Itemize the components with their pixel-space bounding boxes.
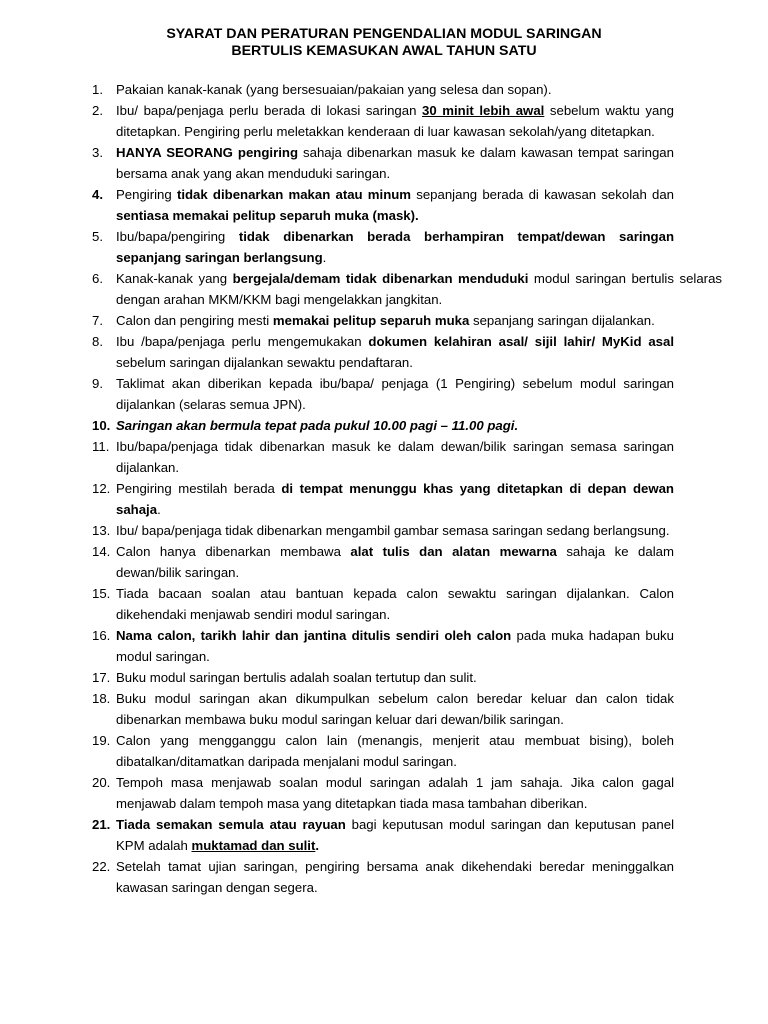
rule-number: 8. — [92, 334, 103, 349]
emphasis-text: sentiasa memakai pelitup separuh muka (mask). — [116, 208, 419, 223]
rule-number: 22. — [92, 859, 111, 874]
rule-text: Tiada bacaan soalan atau bantuan kepada calon sewaktu saringan dijalankan. Calon dikehendaki menjawab sendiri modul saringan. — [116, 586, 674, 622]
rule-text: Calon dan pengiring mesti memakai pelitup separuh muka sepanjang saringan dijalankan. — [116, 313, 655, 328]
rule-text: Tiada semakan semula atau rayuan bagi keputusan modul saringan dan keputusan panel KPM adalah muktamad dan sulit. — [116, 817, 674, 853]
emphasis-text: muktamad dan sulit — [191, 838, 316, 853]
rule-text: Taklimat akan diberikan kepada ibu/bapa/ penjaga (1 Pengiring) sebelum modul saringan dijalankan (selaras semua JPN). — [116, 376, 674, 412]
rule-item-19 — [0, 730, 768, 772]
rule-item-11 — [0, 436, 768, 478]
rule-item-8 — [0, 331, 768, 373]
rule-text: Pakaian kanak-kanak (yang bersesuaian/pakaian yang selesa dan sopan). — [116, 82, 552, 97]
rule-number: 16. — [92, 628, 111, 643]
rule-item-20 — [0, 772, 768, 814]
rule-number: 20. — [92, 775, 111, 790]
rule-text: Buku modul saringan bertulis adalah soalan tertutup dan sulit. — [116, 670, 477, 685]
rule-item-14 — [0, 541, 768, 583]
rule-item-2 — [0, 100, 768, 142]
emphasis-text: dokumen kelahiran asal/ sijil lahir/ MyKid asal — [368, 334, 674, 349]
rule-number: 5. — [92, 229, 103, 244]
rule-item-9 — [0, 373, 768, 415]
rule-item-22 — [0, 856, 768, 898]
rule-text: Ibu/bapa/pengiring tidak dibenarkan berada berhampiran tempat/dewan saringan sepanjang saringan berlangsung. — [116, 229, 674, 265]
rule-number: 6. — [92, 271, 103, 286]
rule-text: Calon hanya dibenarkan membawa alat tulis dan alatan mewarna sahaja ke dalam dewan/bilik saringan. — [116, 544, 674, 580]
rule-item-16 — [0, 625, 768, 667]
rule-text: Ibu/ bapa/penjaga perlu berada di lokasi saringan 30 minit lebih awal sebelum waktu yang ditetapkan. Pengiring perlu meletakkan kenderaan di luar kawasan sekolah/yang ditetapkan. — [116, 103, 674, 139]
emphasis-text: alat tulis dan alatan mewarna — [350, 544, 557, 559]
rule-item-18 — [0, 688, 768, 730]
rule-item-4 — [0, 184, 768, 226]
rule-number: 12. — [92, 481, 111, 496]
rule-number: 19. — [92, 733, 111, 748]
rule-item-10 — [0, 415, 768, 436]
rule-number: 14. — [92, 544, 111, 559]
rule-item-7 — [0, 310, 768, 331]
emphasis-text: 30 minit lebih awal — [422, 103, 545, 118]
rules-list — [0, 79, 768, 898]
rule-text: Pengiring mestilah berada di tempat menunggu khas yang ditetapkan di depan dewan sahaja. — [116, 481, 674, 517]
rule-number: 15. — [92, 586, 111, 601]
rule-text: Setelah tamat ujian saringan, pengiring bersama anak dikehendaki beredar meninggalkan kawasan saringan dengan segera. — [116, 859, 674, 895]
rule-item-21 — [0, 814, 768, 856]
emphasis-text: Nama calon, tarikh lahir dan jantina ditulis sendiri oleh calon — [116, 628, 512, 643]
rule-text: Kanak-kanak yang bergejala/demam tidak dibenarkan menduduki modul saringan bertulis selaras dengan arahan MKM/KKM bagi mengelakkan jangkitan. — [116, 271, 722, 307]
rule-number: 11. — [92, 439, 110, 454]
emphasis-text: Tiada semakan semula atau rayuan — [116, 817, 346, 832]
rule-number: 4. — [92, 187, 103, 202]
emphasis-text: bergejala/demam tidak dibenarkan menduduki — [232, 271, 529, 286]
title-line-2: BERTULIS KEMASUKAN AWAL TAHUN SATU — [231, 42, 537, 59]
rule-item-5 — [0, 226, 768, 268]
rule-text: Ibu/ bapa/penjaga tidak dibenarkan mengambil gambar semasa saringan sedang berlangsung. — [116, 523, 670, 538]
emphasis-text: di tempat menunggu khas yang ditetapkan di depan dewan sahaja — [116, 481, 674, 517]
rule-text: Ibu /bapa/penjaga perlu mengemukakan dokumen kelahiran asal/ sijil lahir/ MyKid asal sebelum saringan dijalankan sewaktu pendaftaran. — [116, 334, 674, 370]
rule-number: 21. — [92, 817, 111, 832]
rule-number: 18. — [92, 691, 111, 706]
rule-number: 2. — [92, 103, 103, 118]
title-line-1: SYARAT DAN PERATURAN PENGENDALIAN MODUL SARINGAN — [166, 26, 602, 42]
emphasis-text: HANYA SEORANG pengiring — [116, 145, 298, 160]
rule-number: 13. — [92, 523, 111, 538]
rule-item-6 — [0, 268, 768, 310]
rule-number: 10. — [92, 418, 111, 433]
rule-item-15 — [0, 583, 768, 625]
rule-text — [116, 415, 674, 436]
rule-text: Nama calon, tarikh lahir dan jantina ditulis sendiri oleh calon pada muka hadapan buku modul saringan. — [116, 628, 674, 664]
emphasis-text: memakai pelitup separuh muka — [272, 313, 470, 328]
rule-number: 9. — [92, 376, 103, 391]
rule-item-1 — [0, 79, 768, 100]
emphasis-text: Saringan akan bermula tepat pada pukul 10.00 pagi – 11.00 pagi. — [116, 418, 519, 433]
rule-text: HANYA SEORANG pengiring sahaja dibenarkan masuk ke dalam kawasan tempat saringan bersama anak yang akan menduduki saringan. — [116, 145, 674, 181]
rule-number: 17. — [92, 670, 111, 685]
emphasis-text: tidak dibenarkan makan atau minum — [176, 187, 412, 202]
rule-text: Ibu/bapa/penjaga tidak dibenarkan masuk ke dalam dewan/bilik saringan semasa saringan dijalankan. — [116, 439, 674, 475]
rule-item-12 — [0, 478, 768, 520]
rule-text: Tempoh masa menjawab soalan modul saringan adalah 1 jam sahaja. Jika calon gagal menjawab dalam tempoh masa yang ditetapkan tiada masa tambahan diberikan. — [116, 775, 674, 811]
rule-item-13 — [0, 520, 768, 541]
rule-number: 3. — [92, 145, 103, 160]
document-title — [0, 26, 768, 59]
rule-item-3 — [0, 142, 768, 184]
rule-text: Pengiring tidak dibenarkan makan atau minum sepanjang berada di kawasan sekolah dan sentiasa memakai pelitup separuh muka (mask). — [116, 187, 674, 223]
rule-text: Calon yang mengganggu calon lain (menangis, menjerit atau membuat bising), boleh dibatalkan/ditamatkan daripada menjalani modul saringan. — [116, 733, 674, 769]
emphasis-text: tidak dibenarkan berada berhampiran tempat/dewan saringan sepanjang saringan berlangsung — [116, 229, 674, 265]
rule-number: 7. — [92, 313, 103, 328]
rule-number: 1. — [92, 82, 103, 97]
rule-text: Buku modul saringan akan dikumpulkan sebelum calon beredar keluar dan calon tidak dibenarkan membawa buku modul saringan keluar dari dewan/bilik saringan. — [116, 691, 674, 727]
rule-item-17 — [0, 667, 768, 688]
